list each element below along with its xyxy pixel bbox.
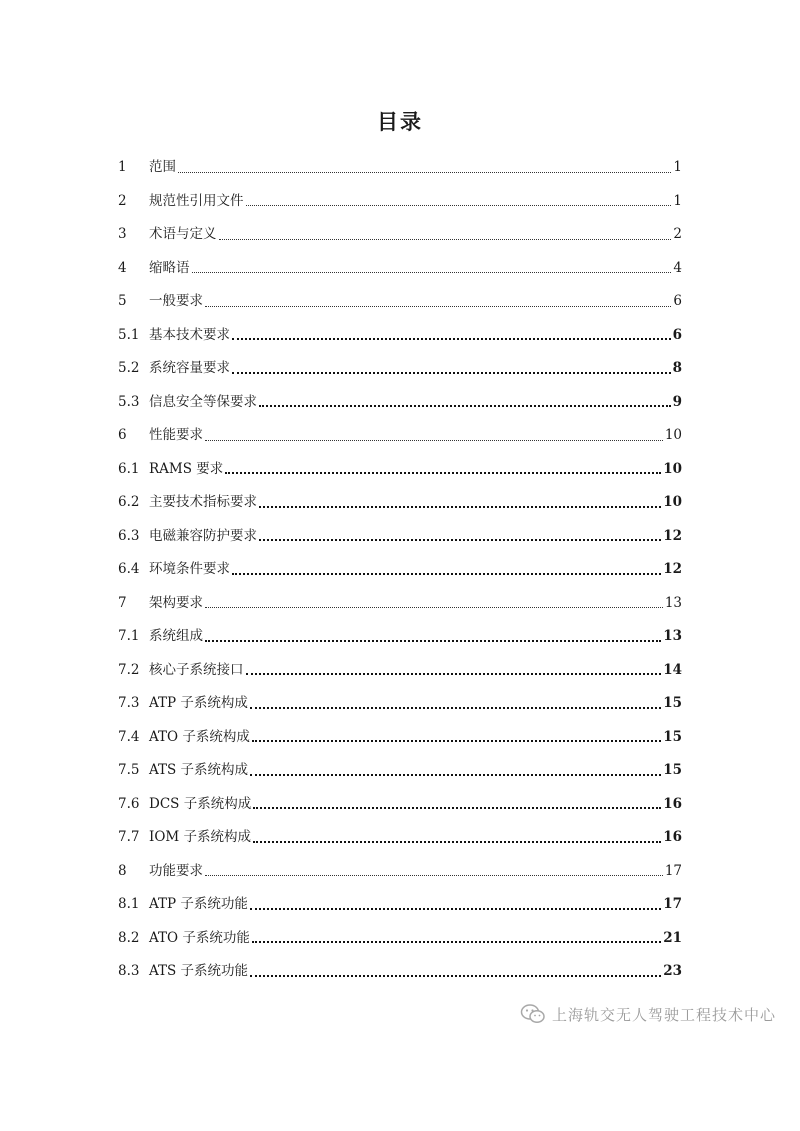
toc-entry-label: ATS 子系统功能 bbox=[149, 963, 249, 979]
toc-entry-number: 7.4 bbox=[118, 728, 140, 745]
toc-dot-leader bbox=[205, 607, 663, 608]
toc-entry-page: 17 bbox=[664, 862, 682, 879]
toc-entry-6[interactable] bbox=[118, 415, 682, 449]
toc-entry-label: 系统容量要求 bbox=[149, 360, 230, 376]
toc-entry-label: 一般要求 bbox=[149, 293, 203, 309]
toc-entry-label: 性能要求 bbox=[149, 427, 203, 443]
toc-entry-page: 23 bbox=[663, 963, 682, 979]
toc-entry-label: 核心子系统接口 bbox=[149, 661, 244, 678]
toc-entry-number: 7.5 bbox=[118, 762, 140, 778]
toc-entry-label: DCS 子系统构成 bbox=[149, 795, 252, 812]
toc-entry-label: 主要技术指标要求 bbox=[149, 494, 257, 510]
toc-entry-number: 1 bbox=[118, 159, 127, 175]
toc-entry-page: 16 bbox=[663, 829, 682, 845]
toc-entry-label: 范围 bbox=[149, 159, 176, 175]
watermark-text: 上海轨交无人驾驶工程技术中心 bbox=[551, 1005, 776, 1024]
toc-entry-page: 10 bbox=[663, 460, 682, 477]
toc-entry-number: 7.6 bbox=[118, 795, 140, 812]
toc-entry-8-2[interactable] bbox=[118, 918, 682, 952]
toc-entry-label: 缩略语 bbox=[149, 259, 190, 276]
toc-dot-leader bbox=[250, 774, 661, 776]
toc-entry-page: 12 bbox=[663, 561, 682, 577]
toc-entry-number: 5.1 bbox=[118, 326, 140, 343]
toc-entry-number: 6 bbox=[118, 427, 127, 443]
toc-entry-6-4[interactable] bbox=[118, 549, 682, 583]
toc-entry-number: 8.3 bbox=[118, 963, 140, 979]
toc-entry-page: 6 bbox=[672, 326, 682, 343]
toc-entry-number: 8 bbox=[118, 862, 127, 879]
toc-entry-label: ATP 子系统功能 bbox=[149, 896, 248, 912]
toc-entry-page: 17 bbox=[663, 896, 682, 912]
toc-entry-label: 环境条件要求 bbox=[149, 561, 230, 577]
toc-entry-5-2[interactable] bbox=[118, 348, 682, 382]
toc-entry-page: 10 bbox=[664, 427, 682, 443]
toc-entry-page: 1 bbox=[673, 192, 682, 209]
toc-entry-page: 15 bbox=[663, 762, 682, 778]
toc-entry-number: 7.7 bbox=[118, 829, 140, 845]
toc-entry-page: 8 bbox=[672, 360, 682, 376]
toc-dot-leader bbox=[232, 573, 661, 575]
toc-entry-page: 4 bbox=[673, 259, 682, 276]
wechat-icon bbox=[520, 1003, 546, 1025]
toc-dot-leader bbox=[225, 472, 661, 474]
toc-entry-number: 7.2 bbox=[118, 661, 140, 678]
toc-entry-page: 21 bbox=[663, 929, 682, 946]
toc-entry-number: 7.1 bbox=[118, 628, 140, 644]
toc-entry-7-6[interactable] bbox=[118, 784, 682, 818]
toc-entry-number: 4 bbox=[118, 259, 127, 276]
toc-entry-page: 1 bbox=[673, 159, 682, 175]
toc-entry-page: 16 bbox=[663, 795, 682, 812]
toc-dot-leader bbox=[259, 506, 661, 508]
toc-entry-label: 基本技术要求 bbox=[149, 326, 230, 343]
toc-entry-page: 14 bbox=[663, 661, 682, 678]
toc-entry-page: 15 bbox=[663, 695, 682, 711]
toc-dot-leader bbox=[253, 807, 661, 809]
toc-entry-label: ATP 子系统构成 bbox=[149, 695, 248, 711]
toc-dot-leader bbox=[219, 239, 672, 240]
toc-entry-label: 系统组成 bbox=[149, 628, 203, 644]
toc-entry-number: 8.1 bbox=[118, 896, 140, 912]
toc-dot-leader bbox=[250, 975, 661, 977]
toc-entry-number: 7.3 bbox=[118, 695, 140, 711]
toc-entry-label: ATS 子系统构成 bbox=[149, 762, 249, 778]
toc-entry-number: 5 bbox=[118, 293, 127, 309]
toc-dot-leader bbox=[205, 440, 663, 441]
toc-entry-5-1[interactable] bbox=[118, 315, 682, 349]
toc-dot-leader bbox=[246, 673, 662, 675]
toc-entry-7[interactable] bbox=[118, 583, 682, 617]
toc-dot-leader bbox=[232, 338, 671, 340]
toc-entry-5-3[interactable] bbox=[118, 382, 682, 416]
toc-entry-7-3[interactable] bbox=[118, 683, 682, 717]
toc-entry-label: 规范性引用文件 bbox=[149, 192, 244, 209]
toc-entry-8-3[interactable] bbox=[118, 951, 682, 985]
toc-entry-2[interactable] bbox=[118, 181, 682, 215]
toc-entry-number: 2 bbox=[118, 192, 127, 209]
toc-entry-number: 8.2 bbox=[118, 929, 140, 946]
toc-entry-label: 功能要求 bbox=[149, 862, 203, 879]
toc-entry-number: 6.1 bbox=[118, 460, 140, 477]
toc-entry-number: 6.3 bbox=[118, 527, 140, 544]
toc-entry-7-1[interactable] bbox=[118, 616, 682, 650]
toc-entry-page: 9 bbox=[672, 393, 682, 410]
toc-dot-leader bbox=[250, 908, 661, 910]
toc-dot-leader bbox=[250, 707, 661, 709]
toc-entry-page: 10 bbox=[663, 494, 682, 510]
toc-entry-label: RAMS 要求 bbox=[149, 460, 224, 477]
toc-entry-number: 5.3 bbox=[118, 393, 140, 410]
toc-entry-7-4[interactable] bbox=[118, 717, 682, 751]
toc-dot-leader bbox=[252, 740, 661, 742]
toc-entry-6-1[interactable] bbox=[118, 449, 682, 483]
toc-entry-page: 12 bbox=[663, 527, 682, 544]
table-of-contents bbox=[118, 147, 682, 985]
toc-entry-5[interactable] bbox=[118, 281, 682, 315]
toc-dot-leader bbox=[178, 172, 671, 173]
toc-entry-label: ATO 子系统功能 bbox=[149, 929, 250, 946]
toc-entry-number: 5.2 bbox=[118, 360, 140, 376]
toc-dot-leader bbox=[192, 272, 672, 273]
toc-entry-number: 3 bbox=[118, 226, 127, 242]
page-title: 目录 bbox=[377, 110, 423, 134]
toc-entry-page: 13 bbox=[663, 628, 682, 644]
toc-dot-leader bbox=[246, 205, 672, 206]
toc-dot-leader bbox=[232, 372, 671, 374]
toc-entry-label: 术语与定义 bbox=[149, 226, 217, 242]
toc-entry-page: 13 bbox=[664, 594, 682, 611]
toc-dot-leader bbox=[205, 875, 663, 876]
toc-entry-number: 6.4 bbox=[118, 561, 140, 577]
toc-entry-number: 6.2 bbox=[118, 494, 140, 510]
toc-entry-8-1[interactable] bbox=[118, 884, 682, 918]
toc-entry-label: 架构要求 bbox=[149, 594, 203, 611]
toc-entry-label: 电磁兼容防护要求 bbox=[149, 527, 257, 544]
toc-entry-label: IOM 子系统构成 bbox=[149, 829, 252, 845]
toc-entry-4[interactable] bbox=[118, 248, 682, 282]
toc-entry-page: 15 bbox=[663, 728, 682, 745]
toc-entry-1[interactable] bbox=[118, 147, 682, 181]
toc-entry-3[interactable] bbox=[118, 214, 682, 248]
toc-entry-label: 信息安全等保要求 bbox=[149, 393, 257, 410]
toc-entry-7-5[interactable] bbox=[118, 750, 682, 784]
toc-entry-page: 2 bbox=[673, 226, 682, 242]
toc-entry-label: ATO 子系统构成 bbox=[149, 728, 250, 745]
toc-entry-page: 6 bbox=[673, 293, 682, 309]
toc-entry-number: 7 bbox=[118, 594, 127, 611]
toc-dot-leader bbox=[205, 640, 661, 642]
toc-dot-leader bbox=[253, 841, 661, 843]
toc-entry-6-3[interactable] bbox=[118, 516, 682, 550]
watermark bbox=[520, 1003, 776, 1025]
toc-entry-6-2[interactable] bbox=[118, 482, 682, 516]
toc-entry-7-2[interactable] bbox=[118, 650, 682, 684]
toc-dot-leader bbox=[259, 539, 661, 541]
toc-dot-leader bbox=[205, 306, 671, 307]
toc-entry-8[interactable] bbox=[118, 851, 682, 885]
toc-dot-leader bbox=[252, 941, 661, 943]
toc-dot-leader bbox=[259, 405, 671, 407]
toc-entry-7-7[interactable] bbox=[118, 817, 682, 851]
